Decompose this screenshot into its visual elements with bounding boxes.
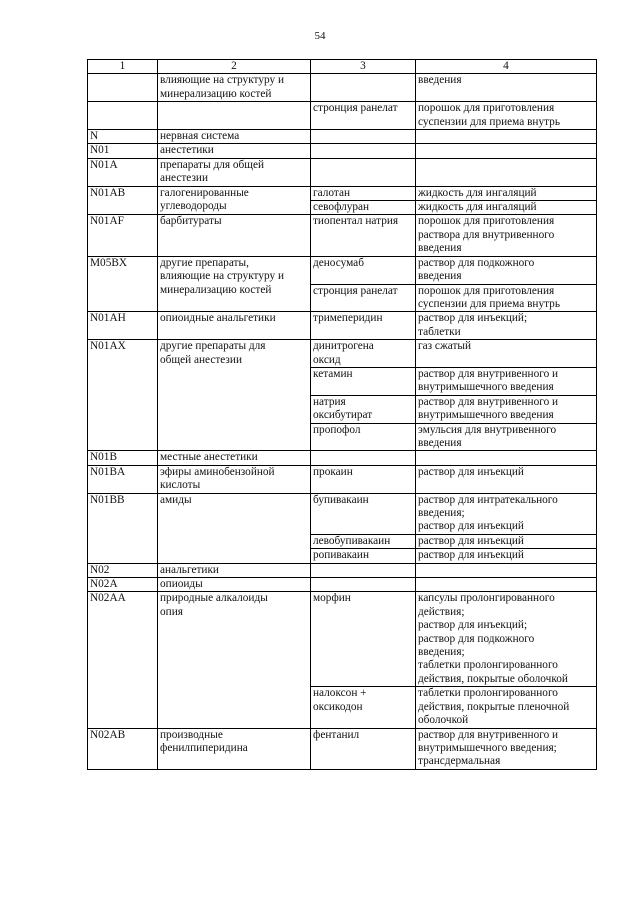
dosage-form-cell xyxy=(416,215,597,256)
drug-name-cell xyxy=(311,367,416,395)
dosage-form-line: таблетки xyxy=(418,325,461,338)
atc-code-cell xyxy=(88,102,158,130)
dosage-form-cell xyxy=(416,687,597,728)
group-name-line: препараты для общей xyxy=(160,158,265,171)
dosage-form-cell xyxy=(416,493,597,534)
dosage-form-line: раствор для внутривенного и xyxy=(418,367,559,380)
dosage-form-cell xyxy=(416,451,597,465)
dosage-form-line: капсулы пролонгированного xyxy=(418,592,555,605)
dosage-form-line: жидкость для ингаляций xyxy=(418,201,537,214)
group-name-line: эфиры аминобензойной xyxy=(160,465,275,478)
dosage-form-cell xyxy=(416,158,597,186)
drug-name-line: стронция ранелат xyxy=(313,284,398,297)
drug-name-line: бупивакаин xyxy=(313,493,369,506)
group-name-cell xyxy=(158,74,311,102)
atc-code-cell: M05BX xyxy=(88,256,158,312)
table-row xyxy=(88,102,597,130)
group-name-line: анальгетики xyxy=(160,563,219,576)
drug-name-cell xyxy=(311,592,416,687)
table-row xyxy=(88,493,597,534)
drug-name-line: галотан xyxy=(313,186,351,199)
dosage-form-line: раствор для инъекций xyxy=(418,534,524,547)
group-name-line: другие препараты, xyxy=(160,256,249,269)
atc-code-cell: N01 xyxy=(88,144,158,158)
table-header-row xyxy=(88,60,597,74)
dosage-form-line: оболочкой xyxy=(418,714,469,727)
dosage-form-line: действия, покрытые пленочной xyxy=(418,700,570,713)
dosage-form-cell xyxy=(416,549,597,563)
dosage-form-line: раствор для инъекций xyxy=(418,549,524,562)
drug-name-line: натрия xyxy=(313,395,346,408)
drug-name-line: налоксон + xyxy=(313,687,367,700)
table-row xyxy=(88,186,597,200)
drug-name-line: тиопентал натрия xyxy=(313,215,399,228)
atc-code-cell: N01AX xyxy=(88,340,158,451)
table-row xyxy=(88,451,597,465)
group-name-line: производные xyxy=(160,728,223,741)
dosage-form-line: введения xyxy=(418,74,462,87)
group-name-cell xyxy=(158,563,311,577)
dosage-form-cell xyxy=(416,367,597,395)
atc-code-cell: N01B xyxy=(88,451,158,465)
drug-name-cell xyxy=(311,687,416,728)
dosage-form-cell xyxy=(416,186,597,200)
dosage-form-line: введения; xyxy=(418,507,465,519)
dosage-form-line: порошок для приготовления xyxy=(418,215,555,228)
table-row xyxy=(88,158,597,186)
dosage-form-line: введения xyxy=(418,270,462,283)
dosage-form-line: раствор для подкожного xyxy=(418,632,535,645)
group-name-line: анестезии xyxy=(160,172,209,185)
atc-code-cell: N01AB xyxy=(88,186,158,215)
atc-code-cell: N01AF xyxy=(88,215,158,256)
drug-name-cell xyxy=(311,158,416,186)
group-name-line: другие препараты для xyxy=(160,340,266,353)
drug-name-line: ропивакаин xyxy=(313,549,370,562)
drug-name-cell xyxy=(311,578,416,592)
drug-name-cell xyxy=(311,534,416,548)
dosage-form-line: порошок для приготовления xyxy=(418,284,555,297)
dosage-form-cell xyxy=(416,144,597,158)
atc-code-cell: N01BB xyxy=(88,493,158,563)
dosage-form-cell xyxy=(416,578,597,592)
dosage-form-line: таблетки пролонгированного xyxy=(418,687,558,700)
drug-name-cell xyxy=(311,144,416,158)
group-name-line: кислоты xyxy=(160,479,201,492)
drug-name-line: левобупивакаин xyxy=(313,534,391,547)
group-name-cell xyxy=(158,465,311,493)
group-name-line: природные алкалоиды xyxy=(160,592,268,605)
dosage-form-line: трансдермальная xyxy=(418,755,501,768)
drug-name-cell xyxy=(311,728,416,769)
drug-name-cell xyxy=(311,256,416,284)
group-name-cell xyxy=(158,144,311,158)
drug-name-line: стронция ранелат xyxy=(313,102,398,115)
dosage-form-cell xyxy=(416,74,597,102)
group-name-line: местные анестетики xyxy=(160,451,258,464)
table-row xyxy=(88,74,597,102)
group-name-cell xyxy=(158,215,311,256)
dosage-form-cell xyxy=(416,312,597,340)
group-name-line: влияющие на структуру и xyxy=(160,270,285,283)
drug-name-cell xyxy=(311,284,416,312)
page-number: 54 xyxy=(314,30,326,42)
group-name-line: барбитураты xyxy=(160,215,222,228)
atc-code-cell: N01BA xyxy=(88,465,158,493)
header-col-3: 3 xyxy=(311,60,416,74)
drug-name-line: оксикодон xyxy=(313,700,363,713)
dosage-form-line: внутримышечного введения xyxy=(418,381,554,394)
group-name-line: амиды xyxy=(160,493,192,506)
dosage-form-line: суспензии для приема внутрь xyxy=(418,297,560,310)
header-col-4: 4 xyxy=(416,60,597,74)
atc-code-cell: N01AH xyxy=(88,312,158,340)
dosage-form-cell xyxy=(416,395,597,423)
drug-name-cell xyxy=(311,395,416,423)
group-name-cell xyxy=(158,158,311,186)
dosage-form-line: внутримышечного введения xyxy=(418,409,554,422)
drug-name-line: оксибутират xyxy=(313,409,373,422)
drug-name-cell xyxy=(311,340,416,368)
atc-code-cell: N02AA xyxy=(88,592,158,728)
group-name-cell xyxy=(158,130,311,144)
table-body xyxy=(88,74,597,769)
table-row xyxy=(88,728,597,769)
dosage-form-cell xyxy=(416,728,597,769)
table-row xyxy=(88,592,597,687)
table-row xyxy=(88,312,597,340)
group-name-line: анестетики xyxy=(160,144,214,157)
dosage-form-line: таблетки пролонгированного xyxy=(418,659,558,672)
drug-table xyxy=(87,59,597,770)
dosage-form-line: раствора для внутривенного xyxy=(418,228,555,241)
drug-name-line: морфин xyxy=(313,592,351,605)
table-row xyxy=(88,256,597,284)
dosage-form-line: действия; xyxy=(418,605,465,618)
table-row xyxy=(88,340,597,368)
group-name-cell xyxy=(158,312,311,340)
header-col-2: 2 xyxy=(158,60,311,74)
dosage-form-cell xyxy=(416,201,597,215)
dosage-form-cell xyxy=(416,465,597,493)
dosage-form-line: суспензии для приема внутрь xyxy=(418,115,560,128)
table-row xyxy=(88,578,597,592)
drug-name-line: тримеперидин xyxy=(313,312,383,325)
drug-name-line: севофлуран xyxy=(313,201,370,214)
dosage-form-line: жидкость для ингаляций xyxy=(418,186,537,199)
group-name-line: минерализацию костей xyxy=(160,283,272,296)
group-name-cell xyxy=(158,186,311,215)
dosage-form-line: эмульсия для внутривенного xyxy=(418,423,557,436)
atc-code-cell: N02AB xyxy=(88,728,158,769)
dosage-form-line: раствор для внутривенного и xyxy=(418,728,559,741)
drug-name-cell xyxy=(311,423,416,451)
drug-name-line: кетамин xyxy=(313,367,353,380)
dosage-form-cell xyxy=(416,563,597,577)
dosage-form-line: раствор для инъекций xyxy=(418,520,524,533)
drug-name-line: прокаин xyxy=(313,465,353,478)
group-name-line: опия xyxy=(160,605,183,618)
drug-name-line: деносумаб xyxy=(313,256,364,269)
dosage-form-cell xyxy=(416,592,597,687)
table-row xyxy=(88,144,597,158)
dosage-form-cell xyxy=(416,340,597,368)
dosage-form-cell xyxy=(416,130,597,144)
atc-code-cell: N xyxy=(88,130,158,144)
drug-name-cell xyxy=(311,102,416,130)
drug-name-cell xyxy=(311,549,416,563)
group-name-line: фенилпиперидина xyxy=(160,741,248,754)
dosage-form-cell xyxy=(416,256,597,284)
drug-name-cell xyxy=(311,451,416,465)
dosage-form-line: введения xyxy=(418,242,462,255)
atc-code-cell xyxy=(88,74,158,102)
dosage-form-line: введения xyxy=(418,436,462,449)
drug-name-cell xyxy=(311,215,416,256)
header-col-1: 1 xyxy=(88,60,158,74)
dosage-form-line: действия, покрытые оболочкой xyxy=(418,672,568,685)
dosage-form-line: раствор для инъекций; xyxy=(418,312,528,325)
group-name-cell xyxy=(158,728,311,769)
dosage-form-line: раствор для внутривенного и xyxy=(418,395,559,408)
group-name-line: галогенированные xyxy=(160,186,249,199)
group-name-line: опиоидные анальгетики xyxy=(160,312,276,325)
atc-code-cell: N02A xyxy=(88,578,158,592)
drug-name-cell xyxy=(311,493,416,534)
table-row xyxy=(88,130,597,144)
group-name-cell xyxy=(158,102,311,130)
group-name-cell xyxy=(158,340,311,451)
dosage-form-line: внутримышечного введения; xyxy=(418,741,557,754)
table-row xyxy=(88,465,597,493)
dosage-form-line: раствор для подкожного xyxy=(418,256,535,269)
drug-name-cell xyxy=(311,186,416,200)
group-name-cell xyxy=(158,493,311,563)
dosage-form-line: порошок для приготовления xyxy=(418,102,555,115)
drug-name-cell xyxy=(311,312,416,340)
dosage-form-line: раствор для инъекций; xyxy=(418,619,528,632)
group-name-line: нервная система xyxy=(160,130,240,143)
drug-name-line: оксид xyxy=(313,353,341,366)
drug-name-line: пропофол xyxy=(313,423,361,436)
drug-name-cell xyxy=(311,563,416,577)
dosage-form-line: газ сжатый xyxy=(418,340,472,353)
drug-name-line: фентанил xyxy=(313,728,360,741)
dosage-form-cell xyxy=(416,423,597,451)
dosage-form-cell xyxy=(416,102,597,130)
group-name-cell xyxy=(158,256,311,312)
group-name-cell xyxy=(158,578,311,592)
group-name-line: влияющие на структуру и xyxy=(160,74,285,87)
dosage-form-line: раствор для инъекций xyxy=(418,465,524,478)
drug-name-cell xyxy=(311,465,416,493)
table-row xyxy=(88,215,597,256)
group-name-line: опиоиды xyxy=(160,578,203,591)
group-name-line: минерализацию костей xyxy=(160,87,272,100)
dosage-form-cell xyxy=(416,534,597,548)
group-name-cell xyxy=(158,592,311,728)
drug-name-line: динитрогена xyxy=(313,340,374,353)
group-name-line: общей анестезии xyxy=(160,353,242,366)
drug-name-cell xyxy=(311,130,416,144)
atc-code-cell: N02 xyxy=(88,563,158,577)
dosage-form-line: раствор для интратекального xyxy=(418,493,558,506)
drug-name-cell xyxy=(311,74,416,102)
drug-name-cell xyxy=(311,201,416,215)
table-row xyxy=(88,563,597,577)
atc-code-cell: N01A xyxy=(88,158,158,186)
group-name-line: углеводороды xyxy=(160,200,227,213)
dosage-form-cell xyxy=(416,284,597,312)
dosage-form-line: введения; xyxy=(418,646,465,659)
group-name-cell xyxy=(158,451,311,465)
